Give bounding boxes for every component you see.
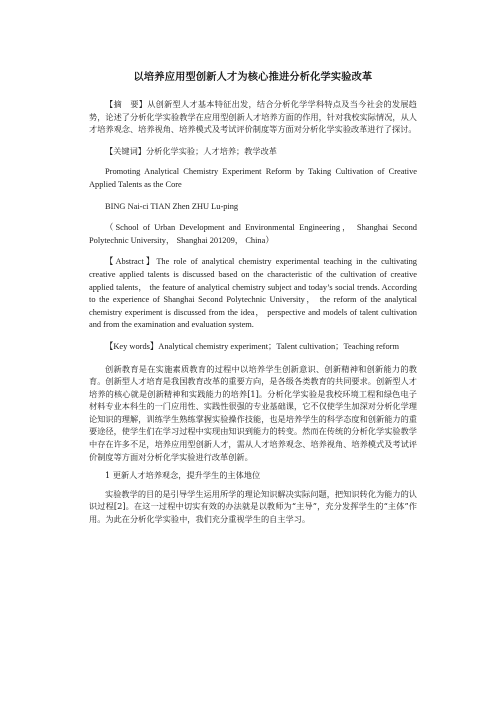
article-body xyxy=(89,70,417,532)
section-heading: 1 更新人才培养观念，提升学生的主体地位 xyxy=(105,470,261,481)
english-affiliation: （School of Urban Development and Environmental Engineering， Shanghai Second Polytechnic University， Shanghai 201209， China） xyxy=(89,223,417,245)
english-title: Promoting Analytical Chemistry Experiment Reform by Taking Cultivation of Creative Applied Talents as the Core xyxy=(89,167,417,189)
introduction-paragraph: 创新教育是在实施素质教育的过程中以培养学生创新意识、创新精神和创新能力的教育。创新型人才培育是我国教育改革的重要方向，是各级各类教育的共同要求。创新型人才培养的核心就是创新精神和实践能力的培养[1]。分析化学实验是我校环境工程和绿色电子材料专业本科生的一门应用性、实践性很强的专业基础课，它不仅使学生加深对分析化学理论知识的理解，训练学生熟练掌握实验操作技能，也是培养学生的科学态度和创新能力的重要途径，使学生们在学习过程中实现由知识到能力的转变。然而在传统的分析化学实验教学中存在许多不足，培养应用型创新人才，需从人才培养观念、培养视角、培养模式及考试评价制度等方面对分析化学实验进行改革创新。 xyxy=(89,363,417,462)
english-keywords: 【Key words】Analytical chemistry experiment；Talent cultivation；Teaching reform xyxy=(105,341,399,351)
english-abstract: 【Abstract】The role of analytical chemistry experimental teaching in the cultivating creative applied talents is discussed based on the characteristic of the cultivation of creative applied talents， the feature of analytical chemistry subject and today’s social trends. According to the experience of Shanghai Second Polytechnic University， the reform of the analytical chemistry experiment is discussed from the idea， perspective and models of talent cultivation and from the examination and evaluation system. xyxy=(89,257,417,330)
article-title: 以培养应用型创新人才为核心推进分析化学实验改革 xyxy=(133,71,373,83)
chinese-abstract: 【摘 要】从创新型人才基本特征出发，结合分析化学学科特点及当今社会的发展趋势，论述了分析化学实验教学在应用型创新人才培养方面的作用，针对我校实际情况，从人才培养观念、培养视角、培养模式及考试评价制度等方面对分析化学实验改革进行了探讨。 xyxy=(89,99,417,135)
english-authors: BING Nai-ci TIAN Zhen ZHU Lu-ping xyxy=(105,201,239,211)
chinese-keywords: 【关键词】分析化学实验；人才培养；教学改革 xyxy=(105,145,277,156)
section-paragraph: 实验教学的目的是引导学生运用所学的理论知识解决实际问题，把知识转化为能力的认识过程[2]。在这一过程中切实有效的办法就是以教师为“主导”，充分发挥学生的“主体”作用。为此在分析化学实验中，我们充分重视学生的自主学习。 xyxy=(89,488,417,525)
